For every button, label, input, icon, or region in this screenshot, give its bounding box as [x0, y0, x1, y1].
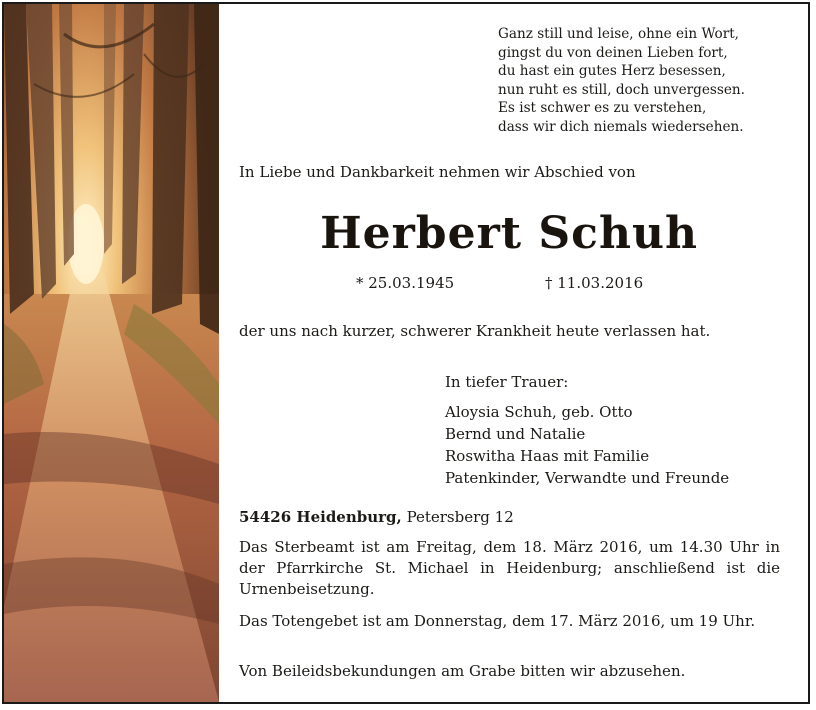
mourner-name: Aloysia Schuh, geb. Otto: [445, 403, 633, 421]
deceased-name: Herbert Schuh: [320, 208, 698, 259]
mourners-block: [445, 371, 729, 489]
prayer-paragraph: Das Totengebet ist am Donnerstag, dem 17. März 2016, um 19 Uhr.: [239, 612, 756, 630]
poem-line: du hast ein gutes Herz besessen,: [498, 63, 726, 80]
mourner-name: Patenkinder, Verwandte und Freunde: [445, 469, 730, 487]
mourners-heading: In tiefer Trauer:: [445, 373, 569, 391]
intro-text: In Liebe und Dankbarkeit nehmen wir Abschied von: [239, 163, 636, 181]
poem-line: Ganz still und leise, ohne ein Wort,: [498, 26, 739, 42]
poem-line: nun ruht es still, doch unvergessen.: [498, 81, 745, 98]
poem-line: dass wir dich niemals wiedersehen.: [498, 118, 744, 135]
forest-path-photo: [4, 4, 219, 702]
poem-line: Es ist schwer es zu verstehen,: [498, 100, 707, 117]
passing-text: der uns nach kurzer, schwerer Krankheit heute verlassen hat.: [239, 322, 711, 340]
mourner-name: Bernd und Natalie: [445, 425, 586, 443]
condolence-paragraph: Von Beileidsbekundungen am Grabe bitten wir abzusehen.: [239, 662, 686, 680]
address-street: Petersberg 12: [406, 508, 514, 526]
death-date: † 11.03.2016: [545, 274, 644, 292]
address-town: 54426 Heidenburg,: [239, 508, 402, 526]
poem: [498, 25, 788, 137]
funeral-mass-paragraph: Das Sterbeamt ist am Freitag, dem 18. März 2016, um 14.30 Uhr in der Pfarrkirche St. Michael in Heidenburg; anschließend ist die Urnenbeisetzung.: [239, 538, 780, 598]
mourner-name: Roswitha Haas mit Familie: [445, 447, 650, 465]
poem-line: gingst du von deinen Lieben fort,: [498, 44, 728, 61]
birth-date: * 25.03.1945: [356, 274, 455, 292]
address: [239, 508, 514, 526]
